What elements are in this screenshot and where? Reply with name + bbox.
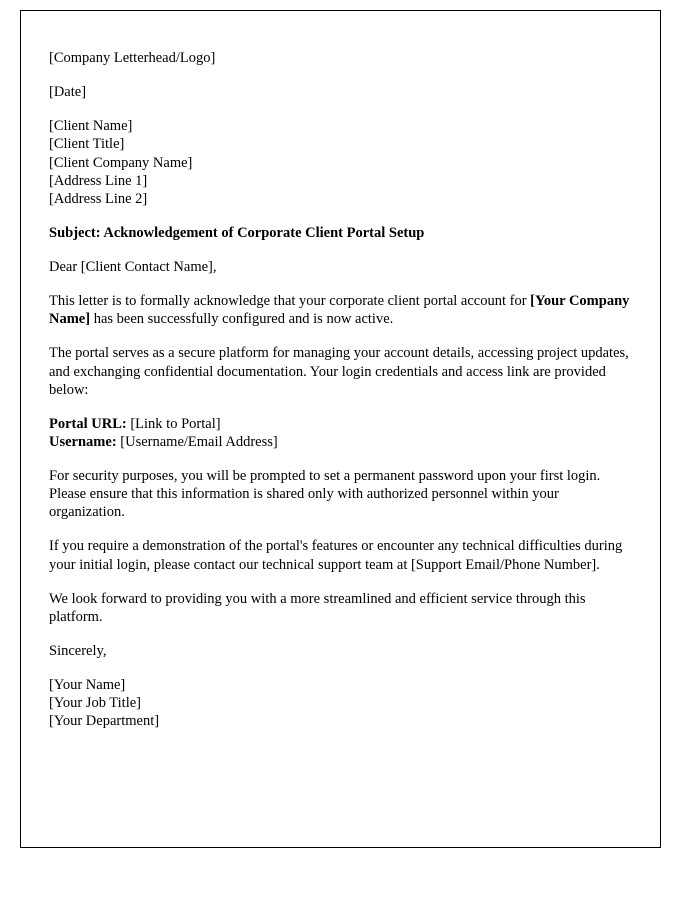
username-line: [49, 433, 632, 451]
subject-text: Subject: Acknowledgement of Corporate Client Portal Setup: [49, 224, 425, 241]
username-label: Username:: [49, 433, 117, 450]
paragraph-support: If you require a demonstration of the portal's features or encounter any technical difficulties during your initial login, please contact our technical support team at [Support Email/Phone Number].: [49, 538, 623, 573]
recipient-block: [49, 117, 632, 208]
recipient-line: [Address Line 1]: [49, 172, 148, 189]
paragraph-acknowledgement: [49, 292, 632, 328]
date-line: [49, 83, 632, 101]
letter-page: [20, 10, 661, 848]
recipient-line: [Client Company Name]: [49, 154, 193, 171]
salutation-text: Dear [Client Contact Name],: [49, 259, 217, 275]
paragraph-text: This letter is to formally acknowledge that your corporate client portal account for: [49, 293, 531, 310]
signature-line: [Your Name]: [49, 677, 126, 693]
portal-url-line: [49, 415, 632, 433]
paragraph-security: For security purposes, you will be prompted to set a permanent password upon your first login. Please ensure that this information is shared only with authorized personnel within your organization.: [49, 468, 601, 521]
signature-line: [Your Job Title]: [49, 695, 142, 712]
paragraph-portal-description: The portal serves as a secure platform for managing your account details, accessing project updates, and exchanging confidential documentation. Your login credentials and access link are provided below:: [49, 345, 629, 398]
salutation: [49, 258, 632, 276]
username-value: [Username/Email Address]: [116, 433, 278, 450]
letterhead-placeholder: [49, 49, 632, 67]
closing: [49, 642, 632, 660]
portal-url-label: Portal URL:: [49, 415, 127, 432]
recipient-line: [Client Title]: [49, 136, 125, 153]
letterhead-text: [Company Letterhead/Logo]: [49, 50, 216, 66]
paragraph-closing-statement: We look forward to providing you with a more streamlined and efficient service through this platform.: [49, 590, 586, 625]
signature-block: [49, 676, 632, 730]
portal-url-value: [Link to Portal]: [126, 415, 221, 432]
company-name-placeholder: [Your Company Name]: [49, 293, 630, 328]
date-text: [Date]: [49, 84, 87, 101]
closing-text: Sincerely,: [49, 642, 107, 659]
recipient-line: [Address Line 2]: [49, 190, 148, 207]
credentials-block: [49, 415, 632, 451]
subject-line: [49, 224, 632, 242]
signature-line: [Your Department]: [49, 713, 160, 730]
paragraph-text: has been successfully configured and is now active.: [90, 311, 394, 328]
recipient-line: [Client Name]: [49, 118, 133, 135]
